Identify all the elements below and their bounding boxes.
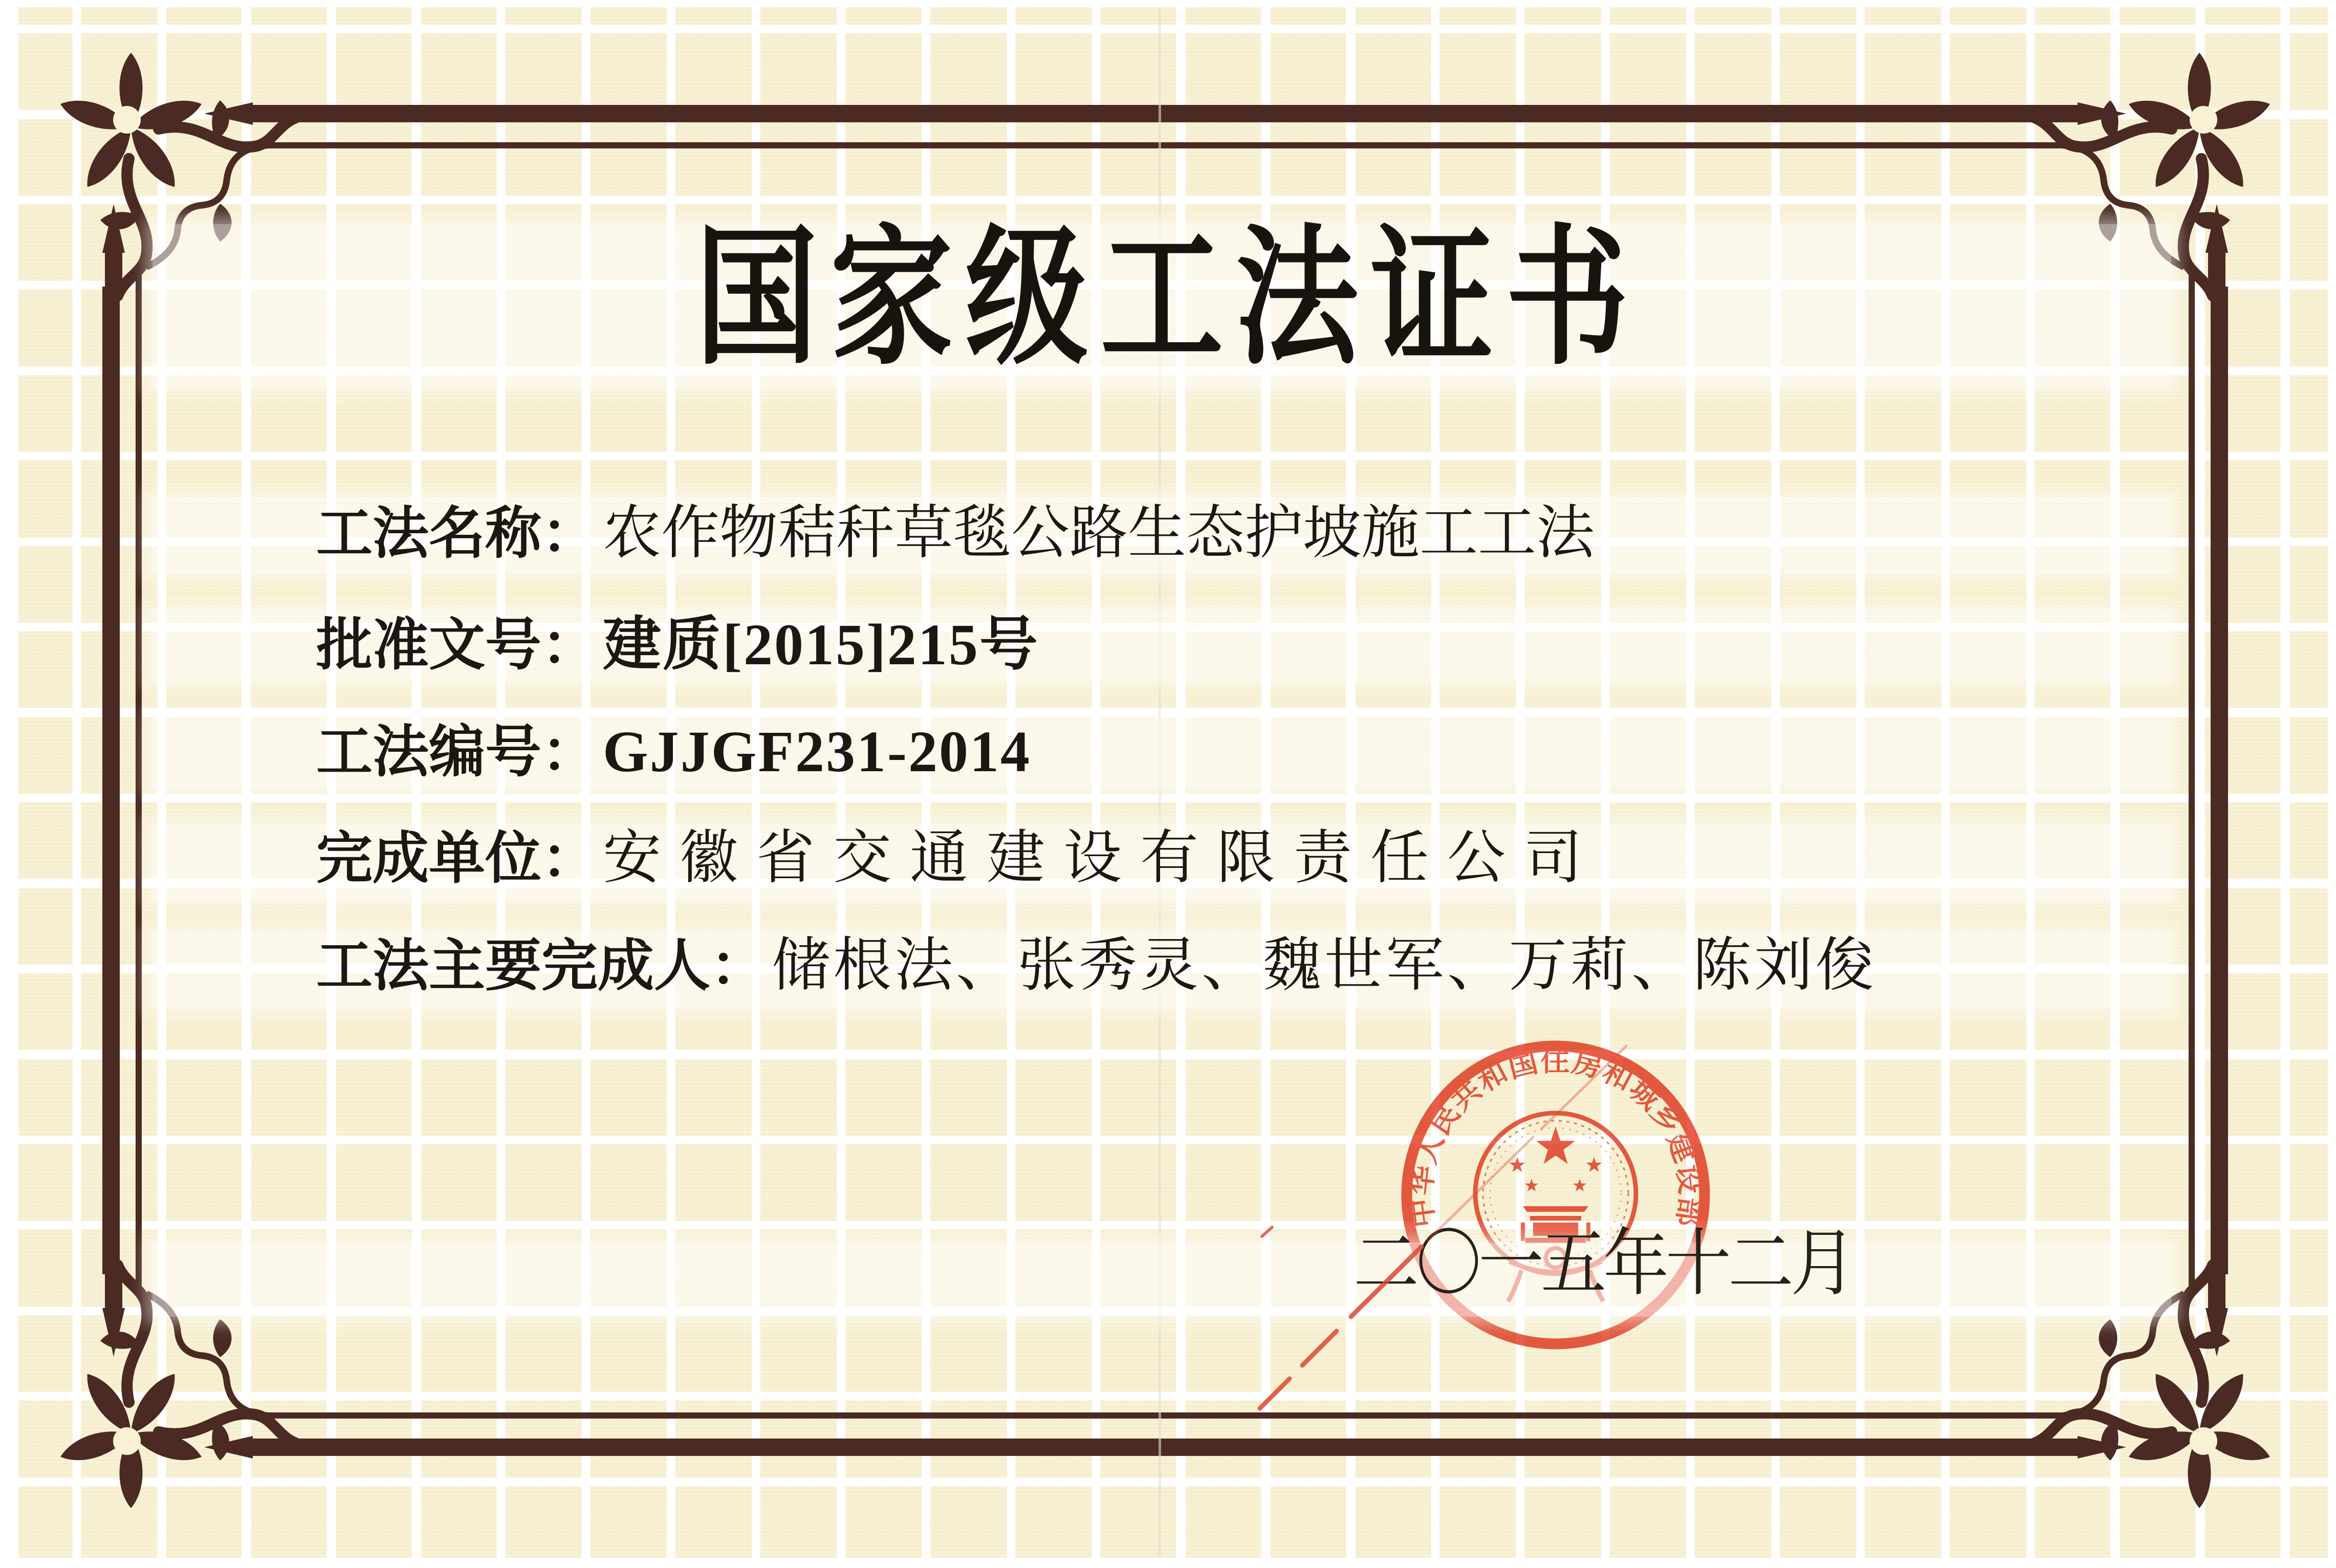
field-value: 安徽省交通建设有限责任公司 [603, 825, 1601, 890]
scan-edge [0, 1558, 2336, 1568]
scan-edge [2328, 0, 2336, 1568]
field-value: 农作物秸秆草毯公路生态护坡施工工法 [603, 500, 1595, 565]
field-label: 工法主要完成人： [316, 935, 767, 997]
certificate-title: 国家级工法证书 [695, 216, 1641, 382]
scan-edge [0, 0, 2336, 7]
issue-date: 二〇一五年十二月 [1353, 1223, 1853, 1305]
field-label: 工法编号： [316, 721, 598, 783]
field-label: 工法名称： [316, 503, 598, 565]
field-label: 批准文号： [316, 614, 598, 677]
field-label: 完成单位： [316, 827, 598, 890]
field-value: GJJGF231-2014 [603, 719, 1031, 784]
field-value: 建质[2015]215号 [603, 612, 1039, 677]
seal-ring-text: 中华人民共和国住房和城乡建设部 [1405, 1044, 1707, 1230]
field-value: 储根法、张秀灵、魏世军、万莉、陈刘俊 [772, 933, 1877, 998]
scan-edge [0, 0, 18, 1568]
